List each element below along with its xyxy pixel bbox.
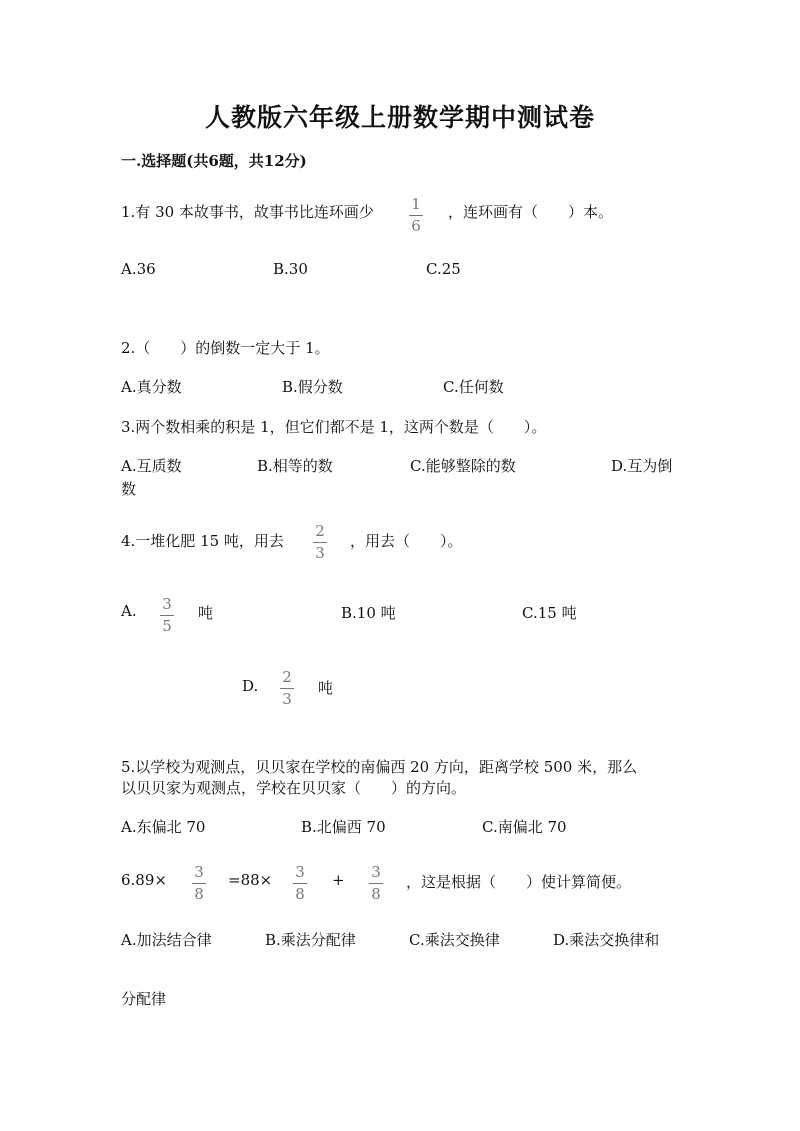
q4-option-d-label: D. (242, 677, 259, 695)
question-6-fraction-2 (293, 865, 307, 902)
question-6-suffix: ，这是根据（ ）使计算简便。 (406, 873, 632, 891)
q4-option-c[interactable]: C.15 吨 (522, 604, 577, 622)
q4-option-d-fraction (280, 670, 294, 707)
q6-option-b[interactable]: B.乘法分配律 (265, 931, 356, 949)
q5-option-c[interactable]: C.南偏北 70 (482, 818, 567, 836)
q3-option-d-wrap: 数 (121, 480, 137, 498)
q2-option-b[interactable]: B.假分数 (282, 378, 343, 396)
fraction-denominator: 8 (371, 885, 381, 903)
q3-option-a[interactable]: A.互质数 (121, 457, 182, 475)
question-6-fraction-1 (192, 865, 206, 902)
fraction-denominator: 5 (162, 617, 172, 635)
q2-option-c[interactable]: C.任何数 (443, 378, 504, 396)
fraction-bar (192, 883, 206, 884)
q6-option-d[interactable]: D.乘法交换律和 (553, 931, 660, 949)
question-6-fraction-3 (369, 865, 383, 902)
q4-option-a-unit: 吨 (198, 604, 214, 622)
question-5-stem-line-1: 5.以学校为观测点，贝贝家在学校的南偏西 20 方向，距离学校 500 米，那么 (121, 758, 638, 776)
fraction-numerator: 3 (371, 863, 381, 881)
fraction-bar (369, 883, 383, 884)
q6-option-a[interactable]: A.加法结合律 (121, 931, 212, 949)
fraction-numerator: 3 (162, 595, 172, 613)
q3-option-c[interactable]: C.能够整除的数 (410, 457, 516, 475)
question-3-stem: 3.两个数相乘的积是 1，但它们都不是 1，这两个数是（ ）。 (121, 418, 547, 436)
fraction-denominator: 3 (315, 544, 325, 562)
section-heading: 一.选择题(共6题，共12分) (121, 152, 307, 170)
page-title: 人教版六年级上册数学期中测试卷 (204, 103, 595, 132)
fraction-denominator: 3 (282, 690, 292, 708)
fraction-denominator: 6 (411, 217, 421, 235)
q1-option-b[interactable]: B.30 (273, 260, 308, 278)
question-6-middle: =88× (228, 871, 273, 889)
q4-option-b[interactable]: B.10 吨 (341, 604, 396, 622)
fraction-denominator: 8 (295, 885, 305, 903)
q5-option-b[interactable]: B.北偏西 70 (301, 818, 386, 836)
q1-option-c[interactable]: C.25 (426, 260, 461, 278)
question-2-stem: 2.（ ）的倒数一定大于 1。 (121, 339, 330, 357)
question-4-fraction (313, 524, 327, 561)
question-1-fraction (409, 197, 423, 234)
question-4-stem-start: 4.一堆化肥 15 吨，用去 (121, 532, 284, 550)
question-6-plus-sign: + (332, 871, 345, 889)
q5-option-a[interactable]: A.东偏北 70 (121, 818, 206, 836)
q3-option-d[interactable]: D.互为倒 (611, 457, 673, 475)
fraction-bar (313, 542, 327, 543)
fraction-denominator: 8 (194, 885, 204, 903)
fraction-bar (409, 215, 423, 216)
question-1-stem-end: ，连环画有（ ）本。 (448, 203, 614, 221)
fraction-numerator: 2 (315, 522, 325, 540)
q6-option-d-wrap: 分配律 (121, 990, 167, 1008)
question-4-stem-end: ，用去（ ）。 (350, 532, 463, 550)
fraction-numerator: 3 (194, 863, 204, 881)
question-5-stem-line-2: 以贝贝家为观测点，学校在贝贝家（ ）的方向。 (121, 779, 467, 797)
fraction-bar (293, 883, 307, 884)
q4-option-a-fraction (160, 597, 174, 634)
question-1-stem-start: 1.有 30 本故事书，故事书比连环画少 (121, 203, 374, 221)
q4-option-d-unit: 吨 (318, 679, 334, 697)
q1-option-a[interactable]: A.36 (121, 260, 156, 278)
q2-option-a[interactable]: A.真分数 (121, 378, 182, 396)
q6-option-c[interactable]: C.乘法交换律 (409, 931, 500, 949)
fraction-numerator: 3 (295, 863, 305, 881)
question-6-prefix: 6.89× (121, 871, 167, 889)
fraction-bar (160, 615, 174, 616)
q3-option-b[interactable]: B.相等的数 (257, 457, 333, 475)
fraction-numerator: 1 (411, 195, 421, 213)
fraction-numerator: 2 (282, 668, 292, 686)
q4-option-a-label: A. (121, 602, 137, 620)
fraction-bar (280, 688, 294, 689)
